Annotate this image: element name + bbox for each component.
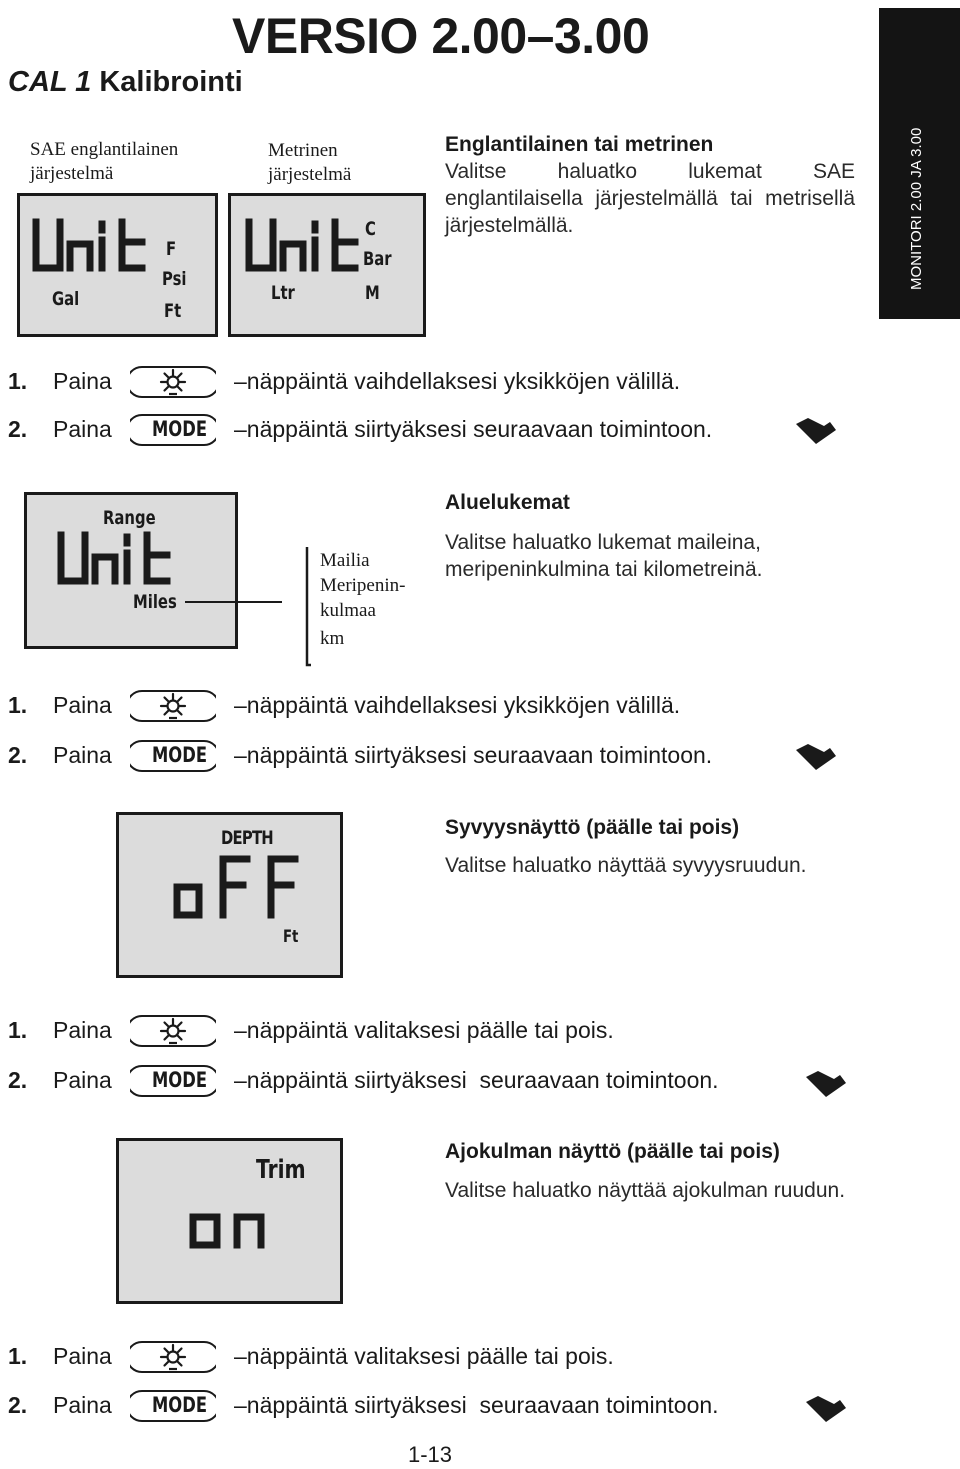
- lcd-bottom-label: Ft: [283, 927, 299, 947]
- page-number: 1-13: [408, 1442, 453, 1467]
- lcd-word-on: [185, 1195, 295, 1255]
- callout-bracket: [185, 545, 315, 670]
- lcd-label: Ft: [164, 300, 182, 322]
- light-button-icon: [130, 1341, 216, 1373]
- side-tab: [879, 8, 960, 319]
- step-verb: Paina: [53, 1067, 112, 1093]
- lcd-top-label: Trim: [256, 1155, 306, 1185]
- lcd-unit-metric: [228, 193, 426, 337]
- step-text: –näppäintä siirtyäksesi seuraavaan toimintoon.: [234, 416, 713, 442]
- step-text: –näppäintä vaihdellaksesi yksikköjen välillä.: [234, 368, 681, 394]
- lcd-label: Bar: [363, 248, 392, 270]
- lcd-word-unit: [30, 216, 162, 276]
- mode-button-label: MODE: [152, 417, 208, 441]
- light-button-icon: [130, 690, 216, 722]
- step-verb: Paina: [53, 416, 112, 442]
- step-text: –näppäintä siirtyäksesi seuraavaan toimintoon.: [234, 742, 713, 768]
- lcd-trim: [116, 1138, 343, 1304]
- mode-button-icon: [130, 740, 216, 772]
- step-row: [8, 1341, 868, 1375]
- page-title: VERSIO 2.00–3.00: [232, 8, 650, 64]
- step-verb: Paina: [53, 692, 112, 718]
- lcd-word-unit: [243, 216, 375, 276]
- mode-button-icon: [130, 1065, 216, 1097]
- step-text: –näppäintä valitaksesi päälle tai pois.: [234, 1017, 614, 1043]
- trim-heading: Ajokulman näyttö (päälle tai pois): [445, 1140, 780, 1163]
- next-arrow-icon: [794, 418, 838, 444]
- unit-heading: Englantilainen tai metrinen: [445, 133, 714, 156]
- mode-button-label: MODE: [152, 743, 208, 767]
- mode-button-label: MODE: [152, 1393, 208, 1417]
- depth-heading: Syvyysnäyttö (päälle tai pois): [445, 816, 740, 839]
- side-tab-label: MONITORI 2.00 JA 3.00: [908, 127, 925, 290]
- step-number: 1.: [8, 368, 28, 394]
- light-button-icon: [130, 366, 216, 398]
- step-row: [8, 740, 868, 774]
- step-number: 1.: [8, 692, 28, 718]
- step-verb: Paina: [53, 1017, 112, 1043]
- next-arrow-icon: [804, 1396, 848, 1422]
- step-number: 2.: [8, 1392, 28, 1418]
- range-body: Valitse haluatko lukemat maileina, meripeninkulmina tai kilometreinä.: [445, 531, 763, 581]
- range-callout: Mailia Meripenin- kulmaa km: [320, 550, 406, 649]
- next-arrow-icon: [804, 1071, 848, 1097]
- mode-button-icon: [130, 414, 216, 446]
- lcd-word-off: [169, 851, 319, 923]
- lcd-label: Gal: [52, 288, 80, 310]
- step-row: [8, 1015, 868, 1049]
- step-row: [8, 1065, 868, 1099]
- light-button-icon: [130, 1015, 216, 1047]
- mode-button-label: MODE: [152, 1068, 208, 1092]
- lcd-label: M: [365, 282, 380, 304]
- step-number: 2.: [8, 1067, 28, 1093]
- step-number: 1.: [8, 1343, 28, 1369]
- lcd-top-label: Range: [103, 507, 156, 529]
- sae-caption: SAE englantilainen järjestelmä: [30, 139, 179, 184]
- unit-body: Valitse haluatko lukemat SAE englantilaisella järjestelmällä tai metrisellä järjestelmällä.: [445, 160, 855, 237]
- step-text: –näppäintä vaihdellaksesi yksikköjen välillä.: [234, 692, 681, 718]
- step-row: [8, 414, 868, 448]
- step-text: –näppäintä siirtyäksesi seuraavaan toimintoon.: [234, 1067, 719, 1093]
- step-verb: Paina: [53, 1343, 112, 1369]
- cal-code: CAL 1: [8, 66, 92, 98]
- lcd-label: C: [365, 218, 376, 240]
- cal-name: Kalibrointi: [91, 66, 243, 98]
- step-number: 2.: [8, 416, 28, 442]
- lcd-depth: [116, 812, 343, 978]
- lcd-label: Ltr: [271, 282, 295, 304]
- step-text: –näppäintä siirtyäksesi seuraavaan toimintoon.: [234, 1392, 719, 1418]
- lcd-label: Psi: [162, 268, 187, 290]
- step-number: 2.: [8, 742, 28, 768]
- next-arrow-icon: [794, 744, 838, 770]
- trim-body: Valitse haluatko näyttää ajokulman ruudun.: [445, 1179, 846, 1202]
- step-verb: Paina: [53, 1392, 112, 1418]
- lcd-bottom-label: Miles: [133, 591, 177, 613]
- lcd-word-unit: [55, 529, 187, 589]
- lcd-label: F: [166, 238, 177, 260]
- metric-caption: Metrinen järjestelmä: [268, 140, 352, 185]
- section-title: [8, 64, 243, 100]
- range-heading: Aluelukemat: [445, 491, 570, 514]
- step-verb: Paina: [53, 742, 112, 768]
- lcd-top-label: DEPTH: [221, 827, 273, 849]
- step-row: [8, 366, 868, 400]
- step-number: 1.: [8, 1017, 28, 1043]
- step-verb: Paina: [53, 368, 112, 394]
- mode-button-icon: [130, 1390, 216, 1422]
- lcd-unit-sae: [17, 193, 218, 337]
- step-row: [8, 1390, 868, 1424]
- depth-body: Valitse haluatko näyttää syvyysruudun.: [445, 854, 807, 877]
- step-row: [8, 690, 868, 724]
- step-text: –näppäintä valitaksesi päälle tai pois.: [234, 1343, 614, 1369]
